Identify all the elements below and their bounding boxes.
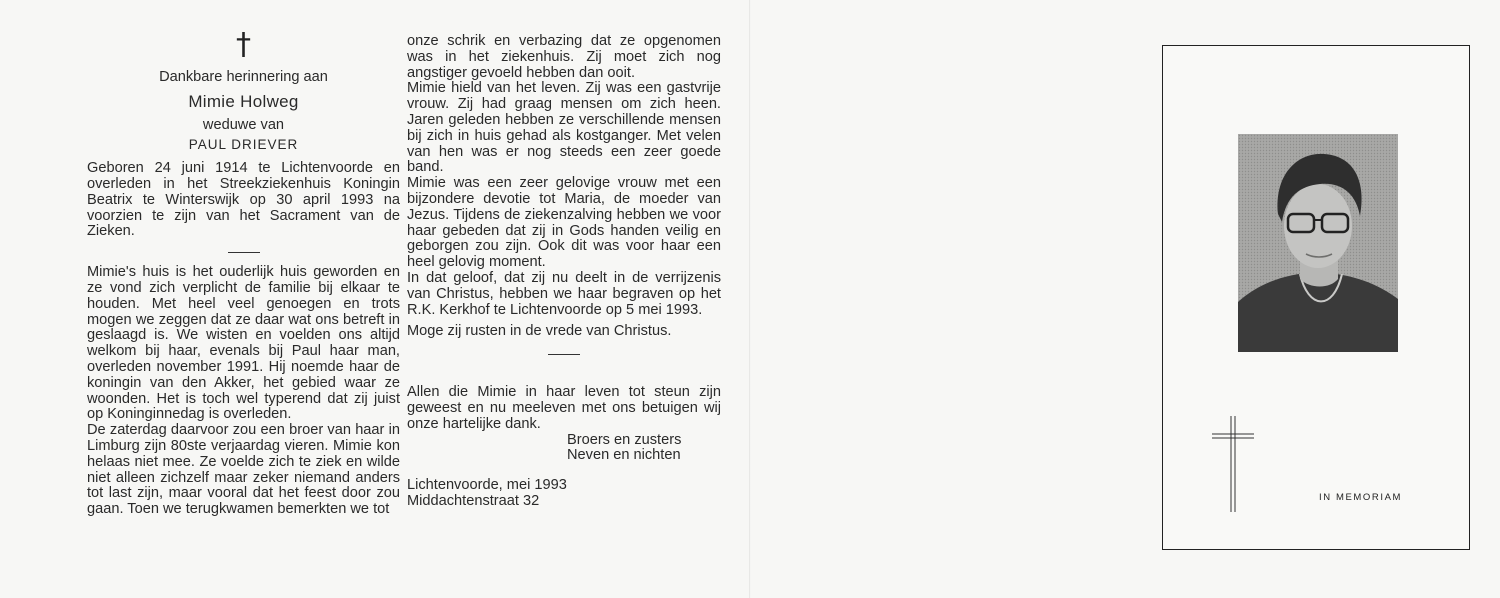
widow-of-text: weduwe van — [202, 116, 285, 133]
memoriam-frame — [1162, 45, 1470, 550]
signature-line: Neven en nichten — [567, 447, 681, 464]
double-line-cross-icon — [1210, 414, 1256, 514]
cross-icon: † — [236, 27, 251, 62]
in-memoriam-label: IN MEMORIAM — [1319, 492, 1403, 503]
blessing: Moge zij rusten in de vrede van Christus. — [407, 323, 672, 340]
husband-name: PAUL DRIEVER — [188, 137, 299, 153]
signature-line: Broers en zusters — [567, 431, 682, 448]
left-page — [87, 28, 400, 518]
fold-line — [749, 0, 751, 598]
paragraph: In dat geloof, dat zij nu deelt in de verrijzenis van Christus, hebben we haar begraven op het R.K. Kerkhof te Lichtenvoorde op 5 mei 1993. — [407, 269, 721, 318]
middle-page — [407, 34, 721, 510]
address: Middachtenstraat 32 — [407, 492, 540, 509]
paragraph: Mimie hield van het leven. Zij was een gastvrije vrouw. Zij had graag mensen om zich heen. Jaren geleden hebben ze verschillende mensen bij zich in huis gehad als kostganger. Met velen van hen was er nog steeds een zeer goede band. — [407, 80, 721, 176]
deceased-name: Mimie Holweg — [188, 91, 299, 111]
signatures — [407, 433, 721, 465]
place-date: Lichtenvoorde, mei 1993 — [407, 477, 567, 494]
divider — [228, 252, 260, 253]
paragraph: Mimie's huis is het ouderlijk huis geworden en ze vond zich verplicht de familie bij elkaar te houden. Met heel veel genoegen en trots mogen we zeggen dat ze daar wat ons betreft in geslaagd is. We wisten en voelden ons altijd welkom bij haar, evenals bij Paul haar man, overleden november 1991. Hij noemde haar de koningin van den Akker, het gebied waar ze woonden. Het is toch wel typerend dat zij juist op Koninginnedag is overleden. — [87, 264, 400, 423]
paragraph: onze schrik en verbazing dat ze opgenomen was in het ziekenhuis. Zij moet zich nog angstiger gevoeld hebben dan ooit. — [407, 33, 721, 81]
divider — [548, 354, 580, 355]
birth-paragraph: Geboren 24 juni 1914 te Lichtenvoorde en overleden in het Streekziekenhuis Koningin Beatrix te Winterswijk op 30 april 1993 na voorzien te zijn van het Sacrament van de Zieken. — [87, 160, 400, 240]
paragraph: De zaterdag daarvoor zou een broer van haar in Limburg zijn 80ste verjaardag vieren. Mimie kon helaas niet mee. Ze voelde zich te ziek en wilde niet alleen zichzelf maar zeker niemand anders tot last zijn, maar vooral dat het feest door zou gaan. Toen we terugkwamen bemerkten we tot — [87, 422, 400, 518]
thanks-paragraph: Allen die Mimie in haar leven tot steun zijn geweest en nu meeleven met ons betuigen wij onze hartelijke dank. — [407, 384, 721, 432]
intro-text: Dankbare herinnering aan — [159, 69, 328, 85]
paragraph: Mimie was een zeer gelovige vrouw met een bijzondere devotie tot Maria, de moeder van Jezus. Tijdens de ziekenzalving hebben we voor haar gebeden dat zij in Gods handen veilig en geborgen zou zijn. Ook dit was voor haar een heel gelovig moment. — [407, 175, 721, 271]
portrait-photo — [1238, 134, 1398, 352]
portrait-photo-icon — [1238, 134, 1398, 352]
